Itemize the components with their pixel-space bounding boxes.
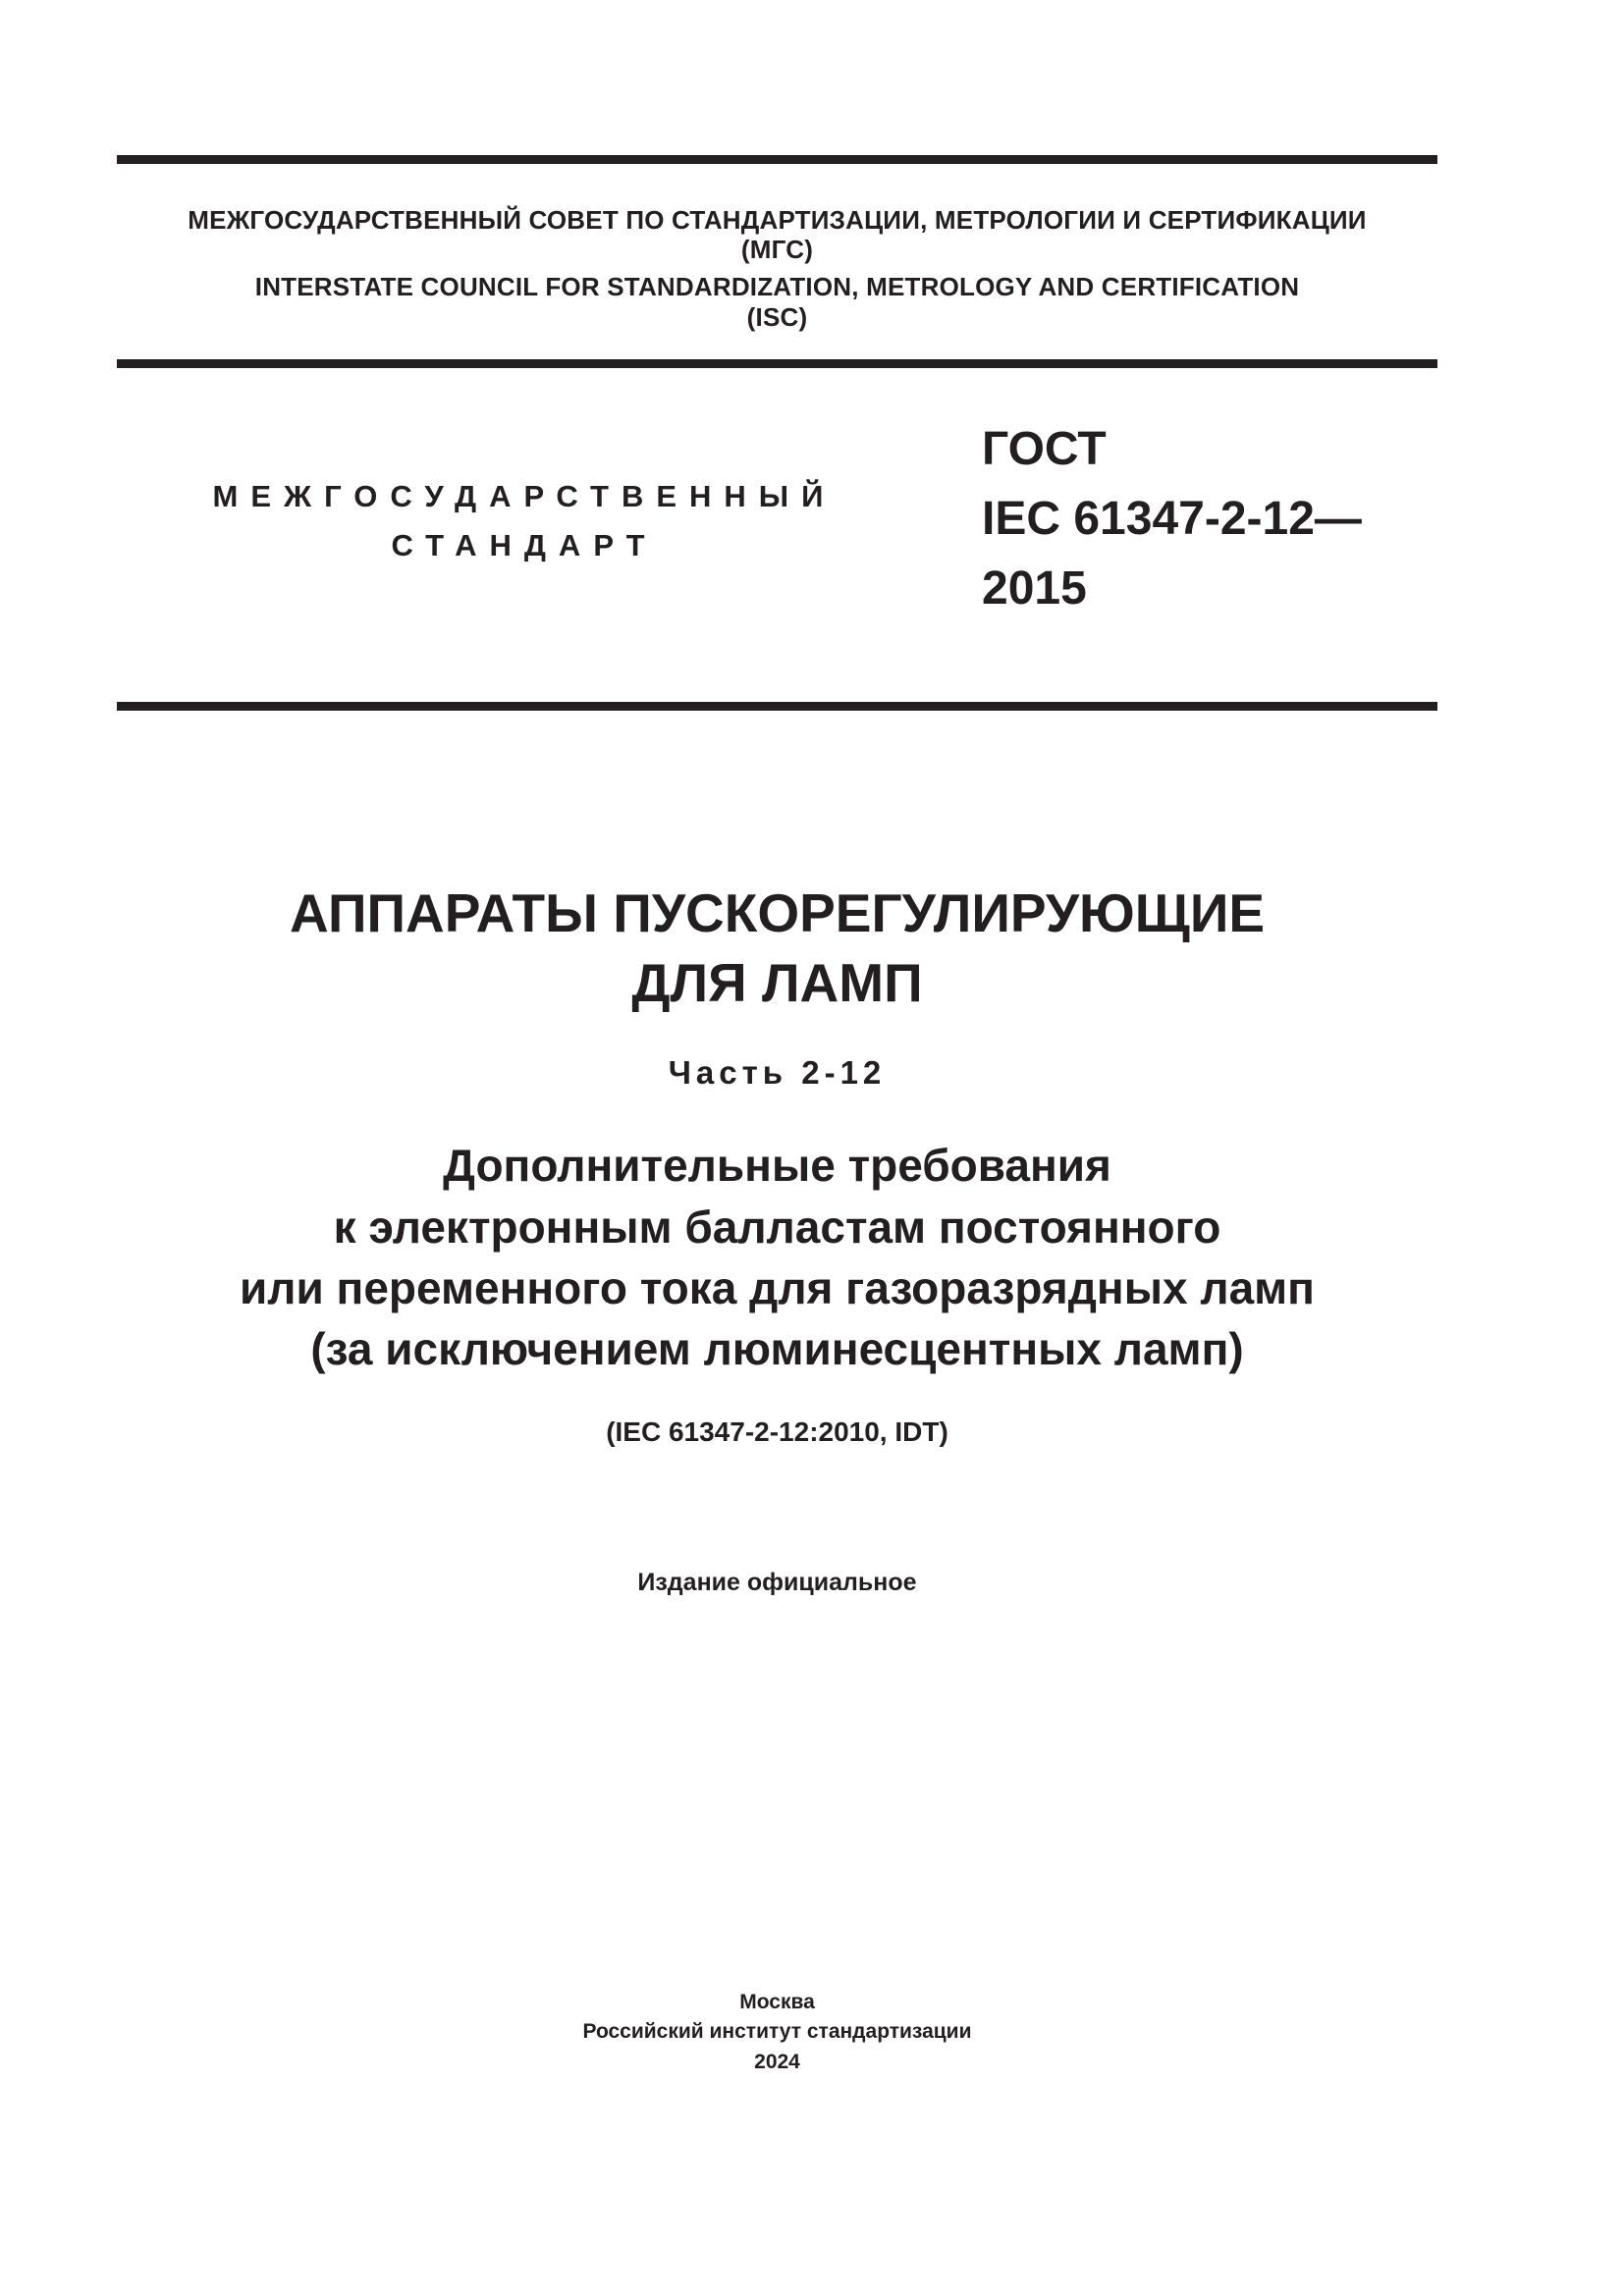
standard-kind-line2: СТАНДАРТ bbox=[391, 528, 658, 562]
designation-rule bbox=[117, 702, 1437, 711]
iec-reference: (IEC 61347-2-12:2010, IDT) bbox=[606, 1416, 948, 1447]
imprint-publisher: Российский институт стандартизации bbox=[582, 2020, 972, 2043]
subtitle-line4: (за исключением люминесцентных ламп) bbox=[310, 1323, 1244, 1374]
standard-number-line1: ГОСТ bbox=[982, 423, 1107, 475]
council-name-en: INTERSTATE COUNCIL FOR STANDARDIZATION, METROLOGY AND CERTIFICATION bbox=[254, 272, 1300, 301]
council-abbr-en: (ISC) bbox=[746, 302, 808, 332]
imprint-year: 2024 bbox=[754, 2051, 800, 2073]
subtitle-line1: Дополнительные требования bbox=[443, 1140, 1111, 1191]
subtitle-line2: к электронным балластам постоянного bbox=[333, 1201, 1221, 1253]
imprint-city: Москва bbox=[739, 1991, 815, 2013]
standard-number-line2: IEC 61347-2-12— bbox=[982, 493, 1362, 545]
part-number: Часть 2-12 bbox=[668, 1054, 887, 1091]
standard-number-line3: 2015 bbox=[982, 562, 1087, 614]
standard-kind-line1: МЕЖГОСУДАРСТВЕННЫЙ bbox=[212, 479, 837, 513]
council-abbr-ru: (МГС) bbox=[740, 235, 814, 264]
edition-note: Издание официальное bbox=[637, 1569, 917, 1596]
top-rule bbox=[117, 155, 1437, 164]
header-rule bbox=[117, 359, 1437, 368]
document-title-line1: АППАРАТЫ ПУСКОРЕГУЛИРУЮЩИЕ bbox=[289, 882, 1266, 943]
council-name-ru: МЕЖГОСУДАРСТВЕННЫЙ СОВЕТ ПО СТАНДАРТИЗАЦИИ, МЕТРОЛОГИИ И СЕРТИФИКАЦИИ bbox=[188, 205, 1367, 235]
document-title-line2: ДЛЯ ЛАМП bbox=[631, 952, 923, 1013]
subtitle-line3: или переменного тока для газоразрядных ламп bbox=[240, 1262, 1315, 1313]
